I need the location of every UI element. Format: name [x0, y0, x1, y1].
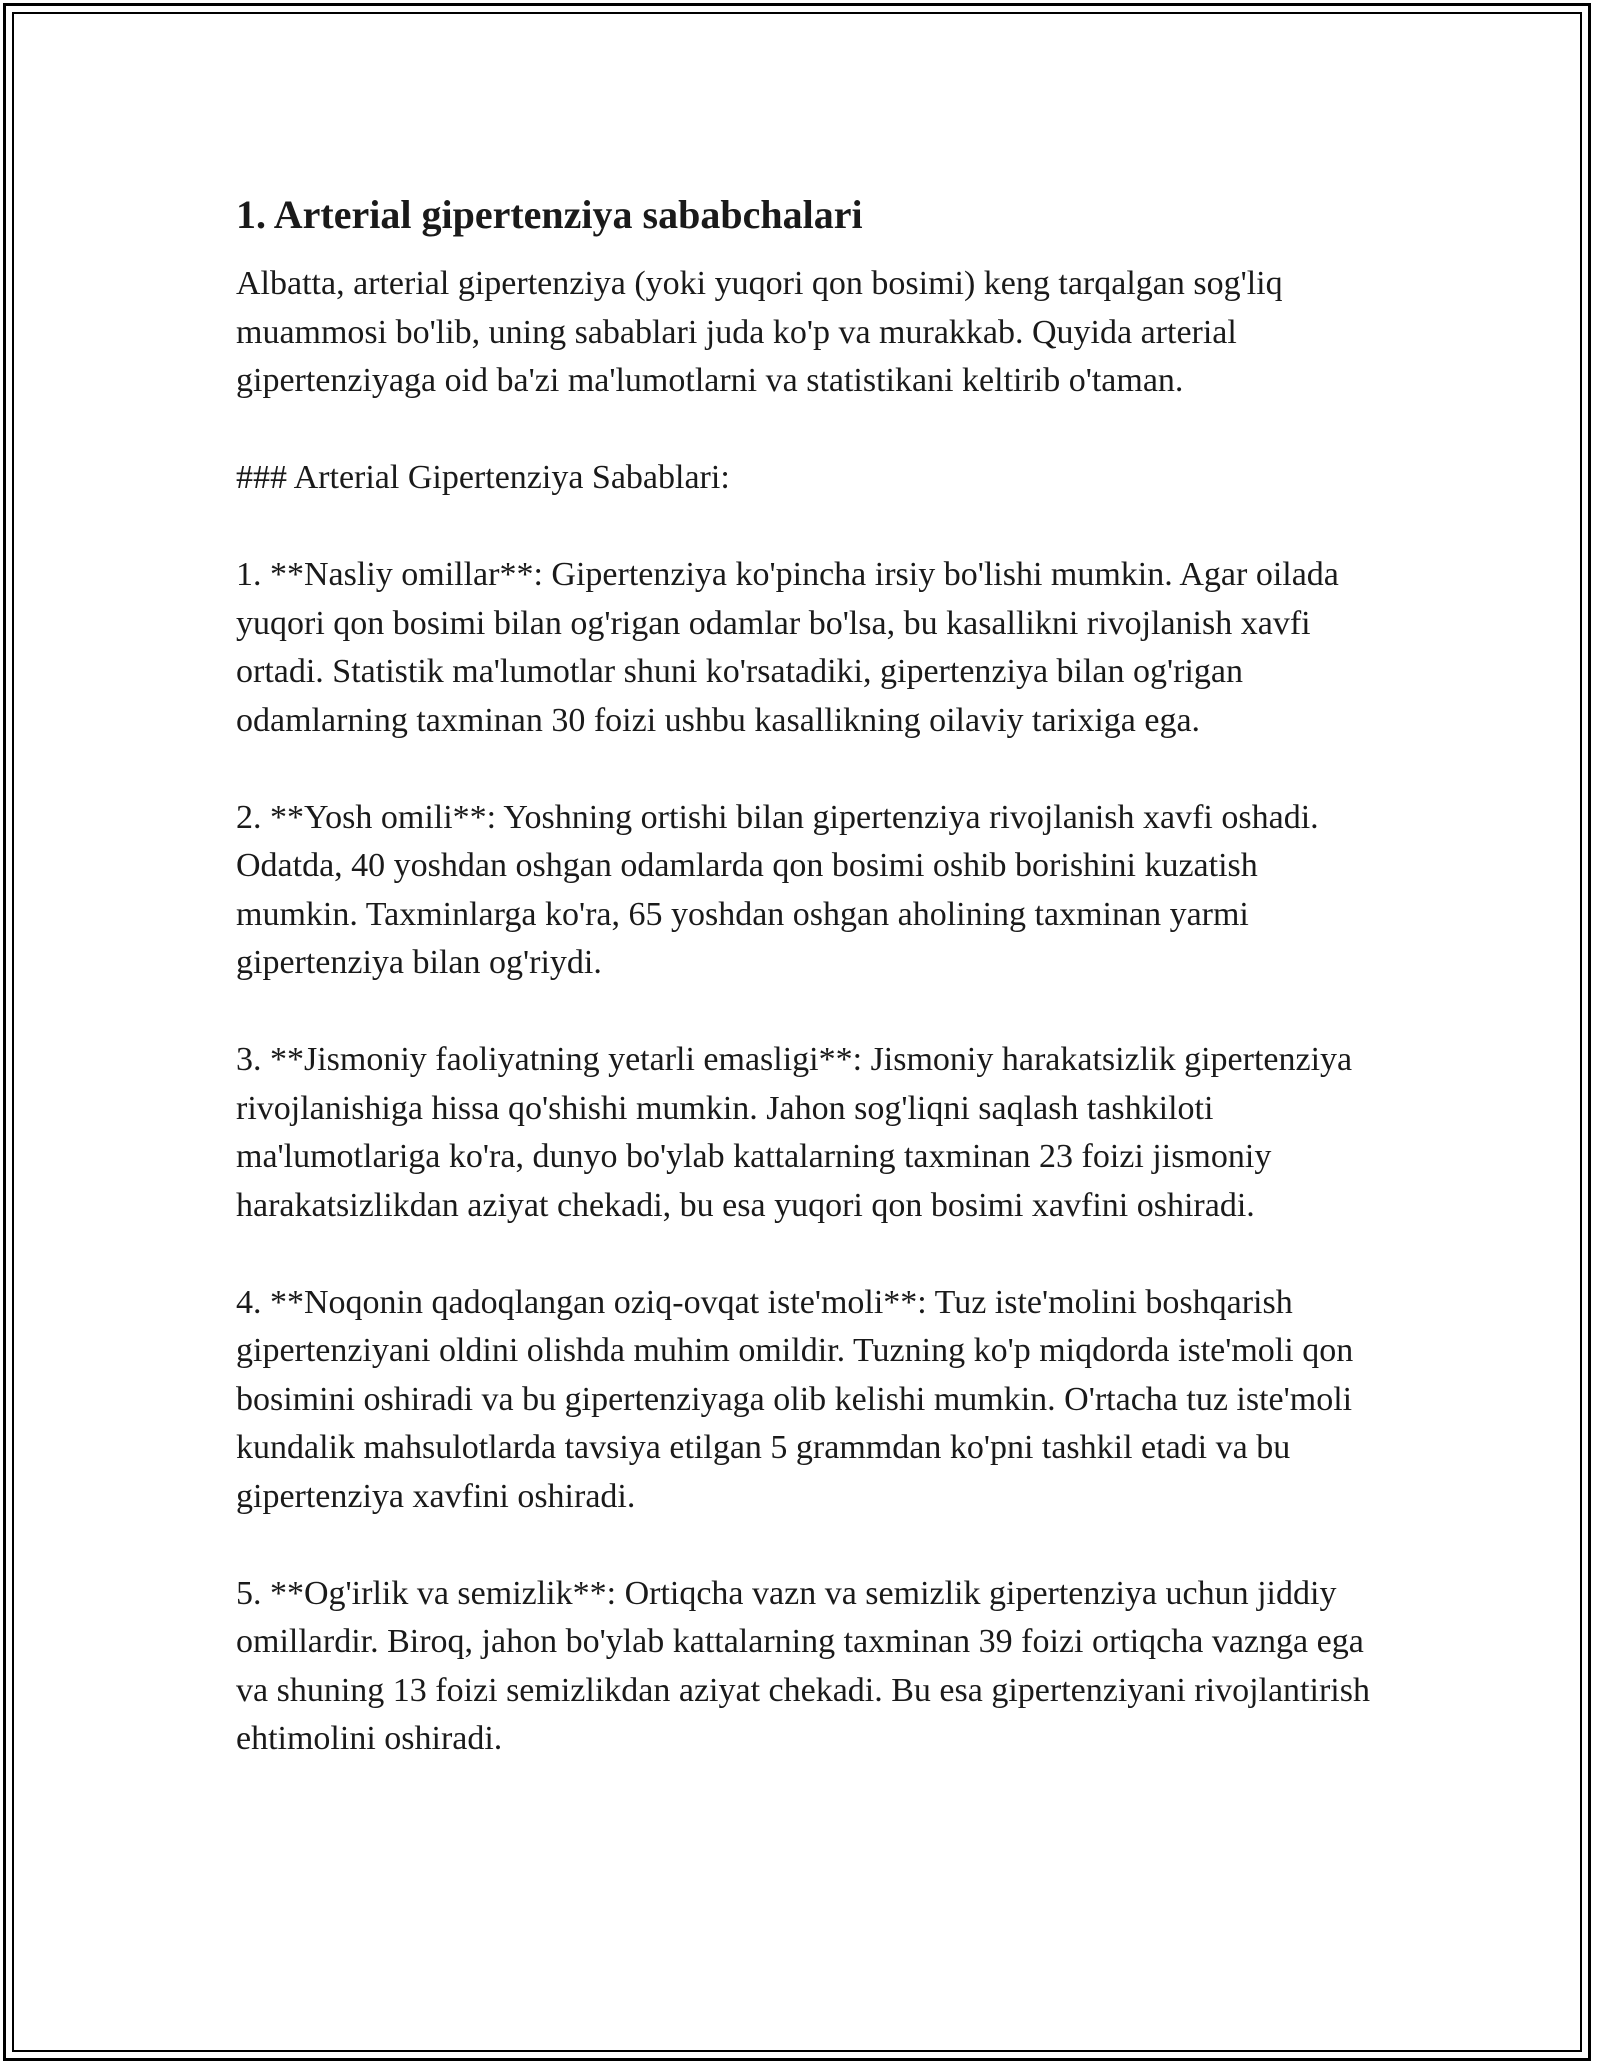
list-item-1: 1. **Nasliy omillar**: Gipertenziya ko'pincha irsiy bo'lishi mumkin. Agar oilada yuqori qon bosimi bilan og'rigan odamlar bo'lsa, bu kasallikni rivojlanish xavfi ortadi. Statistik ma'lumotlar shuni ko'rsatadiki, gipertenziya bilan og'rigan odamlarning taxminan 30 foizi ushbu kasallikning oilaviy tarixiga ega. [236, 556, 1339, 739]
list-item-2: 2. **Yosh omili**: Yoshning ortishi bilan gipertenziya rivojlanish xavfi oshadi. Odatda, 40 yoshdan oshgan odamlarda qon bosimi oshib borishini kuzatish mumkin. Taxminlarga ko'ra, 65 yoshdan oshgan aholining taxminan yarmi gipertenziya bilan og'riydi. [236, 798, 1319, 981]
list-item-4: 4. **Noqonin qadoqlangan oziq-ovqat iste'moli**: Tuz iste'molini boshqarish gipertenziyani oldini olishda muhim omildir. Tuzning ko'p miqdorda iste'moli qon bosimini oshiradi va bu gipertenziyaga olib kelishi mumkin. O'rtacha tuz iste'moli kundalik mahsulotlarda tavsiya etilgan 5 grammdan ko'pni tashkil etadi va bu gipertenziya xavfini oshiradi. [236, 1283, 1354, 1515]
list-item-3: 3. **Jismoniy faoliyatning yetarli emasligi**: Jismoniy harakatsizlik gipertenziya rivojlanishiga hissa qo'shishi mumkin. Jahon sog'liqni saqlash tashkiloti ma'lumotlariga ko'ra, dunyo bo'ylab kattalarning taxminan 23 foizi jismoniy harakatsizlikdan aziyat chekadi, bu esa yuqori qon bosimi xavfini oshiradi. [236, 1041, 1353, 1224]
intro-paragraph: Albatta, arterial gipertenziya (yoki yuqori qon bosimi) keng tarqalgan sog'liq muammosi bo'lib, uning sabablari juda ko'p va murakkab. Quyida arterial gipertenziyaga oid ba'zi ma'lumotlarni va statistikani keltirib o'taman. [236, 265, 1283, 399]
list-item-5: 5. **Og'irlik va semizlik**: Ortiqcha vazn va semizlik gipertenziya uchun jiddiy omillardir. Biroq, jahon bo'ylab kattalarning taxminan 39 foizi ortiqcha vaznga ega va shuning 13 foizi semizlikdan aziyat chekadi. Bu esa gipertenziyani rivojlantirish ehtimolini oshiradi. [236, 1574, 1370, 1757]
document-body [236, 190, 1376, 1812]
document-title: 1. Arterial gipertenziya sababchalari [236, 192, 863, 237]
section-heading: ### Arterial Gipertenziya Sabablari: [236, 459, 730, 496]
